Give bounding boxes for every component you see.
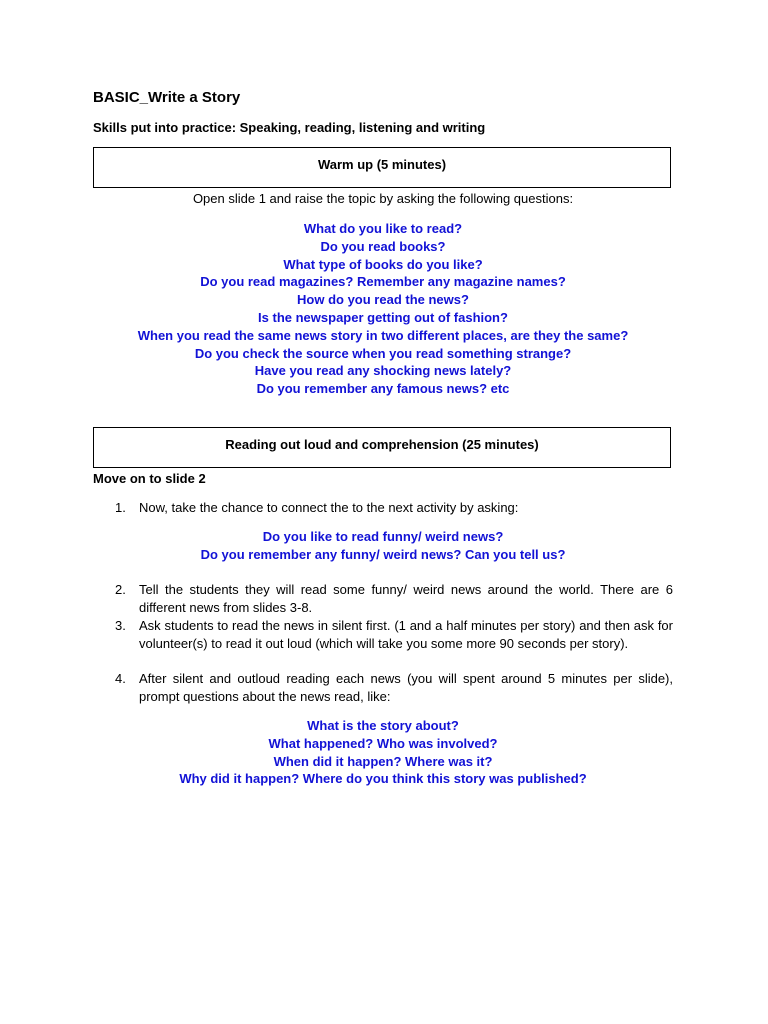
question-item: Do you like to read funny/ weird news?	[262, 529, 504, 544]
step1-questions	[93, 528, 673, 564]
warmup-heading: Warm up (5 minutes)	[317, 157, 447, 172]
step-text: After silent and outloud reading each news (you will spent around 5 minutes per slide), prompt questions about the news read, like:	[139, 671, 673, 704]
step-item	[115, 581, 673, 617]
question-item: Why did it happen? Where do you think this story was published?	[179, 771, 587, 787]
step-text: Ask students to read the news in silent first. (1 and a half minutes per story) and then ask for volunteer(s) to read it out loud (which will take you some more 90 seconds per story).	[139, 618, 673, 651]
step-text: Now, take the chance to connect the to the next activity by asking:	[139, 500, 519, 515]
document-title: BASIC_Write a Story	[93, 89, 241, 106]
question-item: What happened? Who was involved?	[268, 735, 498, 751]
question-item: How do you read the news?	[297, 292, 469, 308]
skills-line: Skills put into practice: Speaking, reading, listening and writing	[93, 120, 486, 135]
step-text: Tell the students they will read some funny/ weird news around the world. There are 6 different news from slides 3-8.	[139, 582, 673, 615]
warmup-intro: Open slide 1 and raise the topic by asking the following questions:	[192, 191, 574, 206]
reading-heading-box	[93, 427, 671, 468]
warmup-questions	[93, 220, 673, 398]
question-item: What do you like to read?	[303, 221, 463, 236]
step-number: 3.	[115, 618, 126, 633]
question-item: Do you check the source when you read something strange?	[194, 345, 572, 361]
question-item: Do you read books?	[320, 238, 446, 254]
question-item: What type of books do you like?	[283, 256, 483, 272]
warmup-heading-box	[93, 147, 671, 188]
question-item: Have you read any shocking news lately?	[254, 363, 512, 379]
move-on-instruction: Move on to slide 2	[93, 471, 206, 486]
step4-questions	[93, 717, 673, 788]
question-item: When did it happen? Where was it?	[273, 753, 493, 769]
question-item: Do you read magazines? Remember any magazine names?	[200, 274, 566, 290]
question-item: Is the newspaper getting out of fashion?	[258, 309, 508, 325]
question-item: What is the story about?	[307, 718, 459, 733]
question-item: Do you remember any famous news? etc	[256, 381, 510, 397]
step-item	[115, 617, 673, 653]
step-number: 1.	[115, 500, 126, 515]
step-number: 2.	[115, 582, 126, 597]
step-item	[115, 499, 673, 517]
question-item: When you read the same news story in two different places, are they the same?	[137, 327, 629, 343]
step-number: 4.	[115, 671, 126, 686]
question-item: Do you remember any funny/ weird news? Can you tell us?	[200, 546, 566, 562]
step-item	[115, 670, 673, 706]
reading-heading: Reading out loud and comprehension (25 minutes)	[225, 437, 539, 452]
